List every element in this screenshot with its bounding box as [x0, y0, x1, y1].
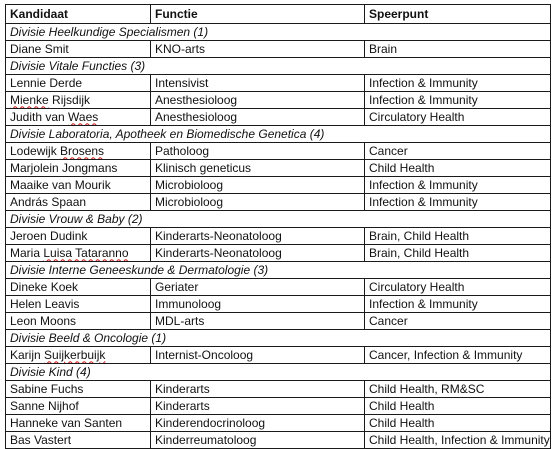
- table-row: [6, 75, 551, 92]
- cell-kandidaat: András Spaan: [6, 194, 151, 211]
- division-row: [6, 262, 551, 279]
- cell-kandidaat: Hanneke van Santen: [6, 415, 151, 432]
- cell-functie: Kinderarts: [151, 381, 365, 398]
- cell-functie: Intensivist: [151, 75, 365, 92]
- spellcheck-flag: Mienke: [10, 92, 49, 107]
- table-row: [6, 194, 551, 211]
- candidates-table: [5, 4, 551, 449]
- cell-speerpunt: Infection & Immunity: [365, 177, 551, 194]
- cell-functie: Immunoloog: [151, 296, 365, 313]
- cell-functie: Kinderendocrinoloog: [151, 415, 365, 432]
- table-row: [6, 228, 551, 245]
- cell-kandidaat: Marjolein Jongmans: [6, 160, 151, 177]
- table-header-row: [6, 5, 551, 24]
- cell-speerpunt: Infection & Immunity: [365, 296, 551, 313]
- cell-functie: Anesthesioloog: [151, 92, 365, 109]
- cell-functie: Kinderarts-Neonatoloog: [151, 245, 365, 262]
- cell-speerpunt: Child Health: [365, 160, 551, 177]
- cell-kandidaat: Maria Luisa Tataranno: [6, 245, 151, 262]
- table-row: [6, 41, 551, 58]
- division-label: Divisie Interne Geneeskunde & Dermatologie (3): [6, 262, 551, 279]
- table-row: [6, 296, 551, 313]
- division-row: [6, 330, 551, 347]
- division-label: Divisie Heelkundige Specialismen (1): [6, 24, 551, 41]
- header-speerpunt: Speerpunt: [365, 5, 551, 24]
- cell-functie: Anesthesioloog: [151, 109, 365, 126]
- division-row: [6, 364, 551, 381]
- spellcheck-flag: Suijkerbuijk: [44, 347, 106, 362]
- table-row: [6, 92, 551, 109]
- cell-functie: Kinderreumatoloog: [151, 432, 365, 449]
- cell-speerpunt: Infection & Immunity: [365, 92, 551, 109]
- cell-functie: Klinisch geneticus: [151, 160, 365, 177]
- cell-kandidaat: Dineke Koek: [6, 279, 151, 296]
- table-body: [6, 5, 551, 449]
- cell-speerpunt: Child Health, RM&SC: [365, 381, 551, 398]
- cell-functie: Microbioloog: [151, 177, 365, 194]
- division-label: Divisie Kind (4): [6, 364, 551, 381]
- cell-speerpunt: Infection & Immunity: [365, 194, 551, 211]
- cell-kandidaat: Jeroen Dudink: [6, 228, 151, 245]
- cell-kandidaat: Karijn Suijkerbuijk: [6, 347, 151, 364]
- cell-speerpunt: Cancer: [365, 143, 551, 160]
- spellcheck-flag: Luisa Tataranno: [43, 245, 129, 260]
- cell-functie: Microbioloog: [151, 194, 365, 211]
- cell-functie: Internist-Oncoloog: [151, 347, 365, 364]
- division-row: [6, 58, 551, 75]
- cell-functie: Kinderarts-Neonatoloog: [151, 228, 365, 245]
- cell-kandidaat: Sanne Nijhof: [6, 398, 151, 415]
- table-row: [6, 160, 551, 177]
- header-kandidaat: Kandidaat: [6, 5, 151, 24]
- cell-kandidaat: Bas Vastert: [6, 432, 151, 449]
- cell-functie: Kinderarts: [151, 398, 365, 415]
- cell-speerpunt: Brain: [365, 41, 551, 58]
- cell-kandidaat: Mienke Rijsdijk: [6, 92, 151, 109]
- cell-kandidaat: Lennie Derde: [6, 75, 151, 92]
- cell-kandidaat: Maaike van Mourik: [6, 177, 151, 194]
- cell-speerpunt: Brain, Child Health: [365, 245, 551, 262]
- cell-functie: Geriater: [151, 279, 365, 296]
- header-functie: Functie: [151, 5, 365, 24]
- table-row: [6, 432, 551, 449]
- division-label: Divisie Beeld & Oncologie (1): [6, 330, 551, 347]
- cell-speerpunt: Child Health: [365, 398, 551, 415]
- cell-speerpunt: Child Health: [365, 415, 551, 432]
- table-row: [6, 177, 551, 194]
- cell-speerpunt: Circulatory Health: [365, 279, 551, 296]
- division-label: Divisie Vitale Functies (3): [6, 58, 551, 75]
- document-page: [5, 4, 551, 449]
- spellcheck-flag: Waes: [68, 109, 99, 124]
- cell-kandidaat: Helen Leavis: [6, 296, 151, 313]
- cell-speerpunt: Circulatory Health: [365, 109, 551, 126]
- table-row: [6, 398, 551, 415]
- cell-functie: KNO-arts: [151, 41, 365, 58]
- spellcheck-flag: Brosens: [60, 143, 105, 158]
- cell-kandidaat: Diane Smit: [6, 41, 151, 58]
- division-row: [6, 211, 551, 228]
- cell-speerpunt: Cancer, Infection & Immunity: [365, 347, 551, 364]
- table-row: [6, 415, 551, 432]
- division-label: Divisie Vrouw & Baby (2): [6, 211, 551, 228]
- table-row: [6, 245, 551, 262]
- cell-kandidaat: Judith van Waes: [6, 109, 151, 126]
- cell-functie: Patholoog: [151, 143, 365, 160]
- cell-speerpunt: Brain, Child Health: [365, 228, 551, 245]
- cell-kandidaat: Lodewijk Brosens: [6, 143, 151, 160]
- division-row: [6, 126, 551, 143]
- table-row: [6, 279, 551, 296]
- cell-kandidaat: Sabine Fuchs: [6, 381, 151, 398]
- cell-speerpunt: Infection & Immunity: [365, 75, 551, 92]
- division-label: Divisie Laboratoria, Apotheek en Biomedische Genetica (4): [6, 126, 551, 143]
- cell-speerpunt: Cancer: [365, 313, 551, 330]
- table-row: [6, 381, 551, 398]
- cell-kandidaat: Leon Moons: [6, 313, 151, 330]
- table-row: [6, 109, 551, 126]
- table-row: [6, 347, 551, 364]
- table-row: [6, 313, 551, 330]
- division-row: [6, 24, 551, 41]
- table-row: [6, 143, 551, 160]
- cell-functie: MDL-arts: [151, 313, 365, 330]
- cell-speerpunt: Child Health, Infection & Immunity: [365, 432, 551, 449]
